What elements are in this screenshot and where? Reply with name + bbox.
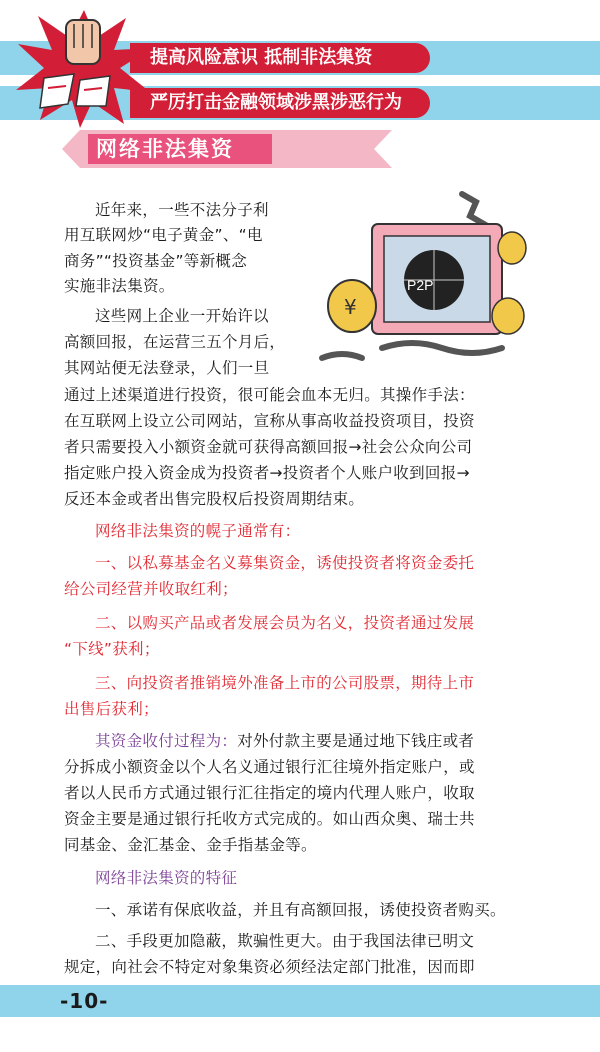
- payment-line-1: [64, 729, 554, 755]
- intro-line-2: 用互联网炒“电子黄金”、“电: [64, 226, 263, 244]
- header-slogan-2: 严厉打击金融领域涉黑涉恶行为: [130, 88, 430, 118]
- svg-text:P2P: P2P: [407, 277, 434, 293]
- guise-item-1-line-2: 给公司经营并收取红利；: [64, 580, 238, 598]
- payment-line-4: 资金主要是通过银行托收方式完成的。如山西众奥、瑞士共: [64, 810, 475, 828]
- feature-2-line-2: 规定，向社会不特定对象集资必须经法定部门批准，因而即: [64, 958, 475, 976]
- operation-line-1: 这些网上企业一开始许以: [95, 307, 269, 325]
- feature-1: 一、承诺有保底收益，并且有高额回报，诱使投资者购买。: [95, 901, 506, 919]
- intro-line-3: 商务”“投资基金”等新概念: [64, 252, 247, 270]
- payment-line-2: 分拆成小额资金以个人名义通过银行汇往境外指定账户，或: [64, 758, 475, 776]
- operation-line-4: 通过上述渠道进行投资，很可能会血本无归。其操作手法：: [64, 386, 475, 404]
- operation-line-6: 者只需要投入小额资金就可获得高额回报→社会公众向公司: [64, 438, 473, 456]
- intro-line-4: 实施非法集资。: [64, 277, 175, 295]
- payment-line-5: 同基金、金汇基金、金手指基金等。: [64, 836, 317, 854]
- intro-line-1: 近年来，一些不法分子利: [95, 201, 269, 219]
- payment-rest: 对外付款主要是通过地下钱庄或者: [237, 732, 475, 750]
- features-heading: 网络非法集资的特征: [95, 869, 238, 887]
- feature-2-line-1: 二、手段更加隐蔽，欺骗性更大。由于我国法律已明文: [95, 932, 475, 950]
- p2p-monitor-illustration-icon: [312, 188, 542, 382]
- guise-item-3-line-2: 出售后获利；: [64, 700, 159, 718]
- header-slogan-1: 提高风险意识 抵制非法集资: [130, 43, 430, 73]
- operation-line-8: 反还本金或者出售完股权后投资周期结束。: [64, 490, 365, 508]
- operation-line-7: 指定账户投入资金成为投资者→投资者个人账户收到回报→: [64, 464, 470, 482]
- guise-item-3-line-1: 三、向投资者推销境外准备上市的公司股票，期待上市: [95, 674, 475, 692]
- operation-line-3: 其网站便无法登录，人们一旦: [64, 359, 270, 377]
- operation-line-5: 在互联网上设立公司网站，宣称从事高收益投资项目，投资: [64, 412, 475, 430]
- guise-heading: 网络非法集资的幌子通常有：: [95, 522, 301, 540]
- operation-line-2: 高额回报，在运营三五个月后，: [64, 333, 286, 351]
- guise-item-1-line-1: 一、以私募基金名义募集资金，诱使投资者将资金委托: [95, 554, 475, 572]
- page-number: -10-: [60, 989, 109, 1013]
- fist-smashing-badge-icon: [14, 8, 154, 128]
- svg-text:¥: ¥: [344, 295, 357, 319]
- guise-item-2-line-1: 二、以购买产品或者发展会员为名义，投资者通过发展: [95, 614, 475, 632]
- section-title: 网络非法集资: [96, 137, 234, 161]
- guise-item-2-line-2: “下线”获利；: [64, 640, 160, 658]
- payment-line-3: 者以人民币方式通过银行汇往指定的境内代理人账户，收取: [64, 784, 475, 802]
- payment-label: 其资金收付过程为：: [95, 732, 238, 750]
